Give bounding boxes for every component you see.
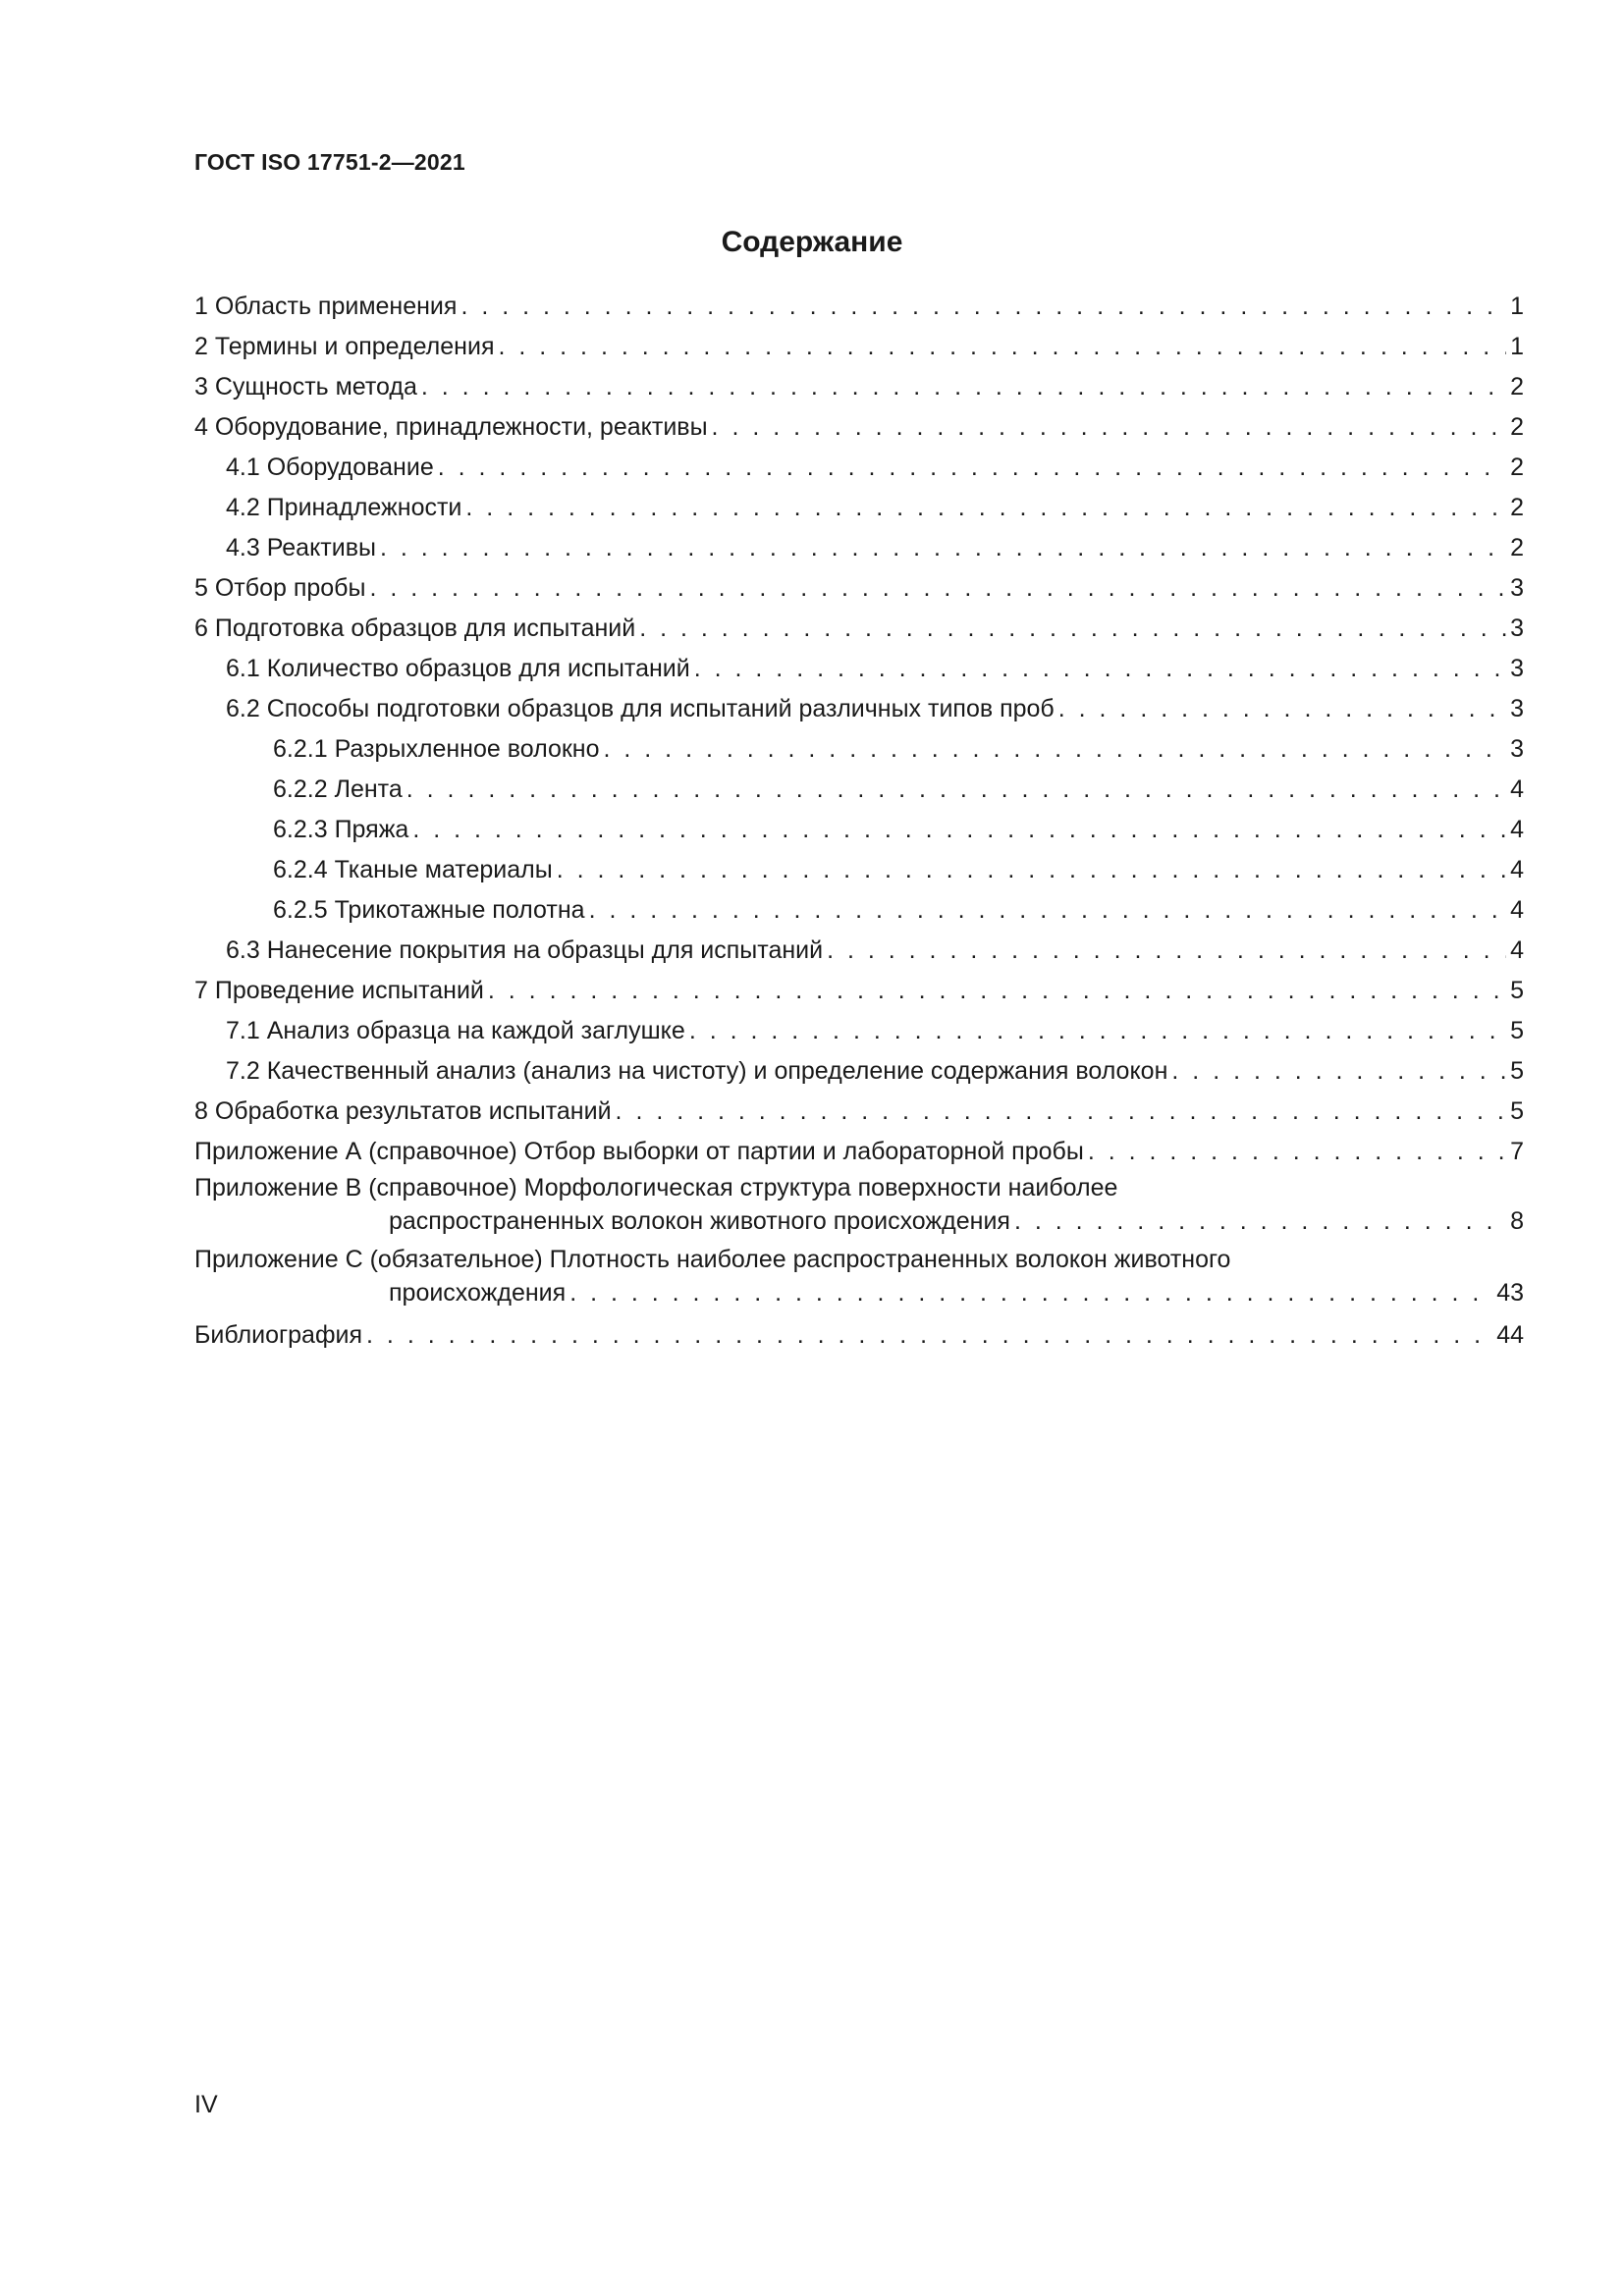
toc-leader-dots — [694, 649, 1506, 689]
toc-entry-page: 4 — [1510, 775, 1524, 803]
toc-entry[interactable] — [194, 488, 1524, 528]
toc-entry-page: 3 — [1510, 695, 1524, 722]
toc-entry-annex-c[interactable] — [194, 1244, 1524, 1315]
toc-entry-number: 1 — [194, 293, 215, 320]
toc-entry-title: Количество образцов для испытаний — [266, 655, 690, 682]
toc-entry-number: 6.2.5 — [273, 896, 335, 924]
toc-entry-annex-b[interactable] — [194, 1172, 1524, 1244]
toc-entry[interactable] — [194, 890, 1524, 931]
toc-entry-page: 3 — [1510, 614, 1524, 642]
toc-entry-title: Лента — [334, 775, 403, 803]
toc-entry[interactable] — [194, 689, 1524, 729]
toc-entry-title: Реактивы — [266, 534, 376, 561]
toc-entry-page: 1 — [1510, 293, 1524, 320]
toc-entry[interactable] — [194, 971, 1524, 1011]
toc-entry-title: Термины и определения — [214, 333, 495, 360]
toc-entry-title: Обработка результатов испытаний — [214, 1097, 612, 1125]
toc-leader-dots — [712, 407, 1507, 448]
toc-entry-number: 7.1 — [226, 1017, 267, 1044]
toc-entry-number: 6.2.2 — [273, 775, 335, 803]
toc-entry-title: Подготовка образцов для испытаний — [214, 614, 636, 642]
toc-entry-number: 4.1 — [226, 454, 267, 481]
toc-entry[interactable] — [194, 367, 1524, 407]
toc-leader-dots — [488, 971, 1506, 1011]
toc-entry-title: Проведение испытаний — [214, 977, 484, 1004]
toc-leader-dots — [569, 1275, 1492, 1310]
toc-leader-dots — [589, 890, 1507, 931]
toc-entry[interactable] — [194, 609, 1524, 649]
toc-entry-page: 2 — [1510, 494, 1524, 521]
toc-entry-page: 5 — [1510, 977, 1524, 1004]
toc-leader-dots — [557, 850, 1506, 890]
toc-entry-annex-a[interactable] — [194, 1132, 1524, 1172]
toc-entry-title: Оборудование, принадлежности, реактивы — [214, 413, 708, 441]
document-code: ГОСТ ISO 17751-2—2021 — [194, 149, 465, 175]
toc-entry-bibliography[interactable] — [194, 1315, 1524, 1356]
toc-entry-number: 6.2 — [226, 695, 267, 722]
toc-entry-title: Библиография — [194, 1321, 363, 1349]
toc-entry-page: 2 — [1510, 534, 1524, 561]
toc-entry[interactable] — [194, 448, 1524, 488]
toc-entry-number: 6.2.4 — [273, 856, 335, 883]
toc-leader-dots — [1058, 689, 1506, 729]
toc-entry-title: Анализ образца на каждой заглушке — [266, 1017, 685, 1044]
toc-entry-number: 8 — [194, 1097, 215, 1125]
toc-entry-number: 5 — [194, 574, 215, 602]
toc-leader-dots — [366, 1315, 1492, 1356]
toc-entry-page: 5 — [1510, 1017, 1524, 1044]
toc-entry-page: 4 — [1510, 896, 1524, 924]
toc-entry[interactable] — [194, 1051, 1524, 1092]
toc-leader-dots — [1088, 1132, 1506, 1172]
toc-entry[interactable] — [194, 528, 1524, 568]
toc-title: Содержание — [721, 226, 903, 258]
toc-leader-dots — [639, 609, 1506, 649]
toc-entry-title: Нанесение покрытия на образцы для испытаний — [266, 936, 824, 964]
toc-entry-title: Принадлежности — [266, 494, 462, 521]
toc-entry-title: Сущность метода — [214, 373, 417, 400]
toc-leader-dots — [460, 287, 1506, 327]
toc-entry-number: 2 — [194, 333, 215, 360]
toc-entry[interactable] — [194, 729, 1524, 770]
page-number: IV — [194, 2091, 218, 2118]
toc-leader-dots — [604, 729, 1507, 770]
toc-entry[interactable] — [194, 931, 1524, 971]
toc-entry-number: 6 — [194, 614, 215, 642]
toc-leader-dots — [498, 327, 1506, 367]
toc-entry-number: 3 — [194, 373, 215, 400]
toc-entry-title: Способы подготовки образцов для испытаний различных типов проб — [266, 695, 1055, 722]
toc-entry-number: 4.2 — [226, 494, 267, 521]
toc-entry-page: 1 — [1510, 333, 1524, 360]
toc-entry[interactable] — [194, 327, 1524, 367]
toc-entry-page: 5 — [1510, 1057, 1524, 1085]
toc-entry[interactable] — [194, 850, 1524, 890]
toc-entry-page: 43 — [1496, 1279, 1524, 1307]
toc-entry-number: 6.1 — [226, 655, 267, 682]
toc-leader-dots — [380, 528, 1506, 568]
toc-entry-page: 8 — [1510, 1207, 1524, 1235]
toc-entry[interactable] — [194, 810, 1524, 850]
toc-entry-page: 4 — [1510, 936, 1524, 964]
toc-entry-title: Трикотажные полотна — [334, 896, 585, 924]
toc-entry[interactable] — [194, 287, 1524, 327]
toc-leader-dots — [412, 810, 1506, 850]
toc-entry-title-line2: распространенных волокон животного происхождения — [389, 1207, 1010, 1235]
toc-entry-page: 2 — [1510, 373, 1524, 400]
toc-entry[interactable] — [194, 770, 1524, 810]
toc-leader-dots — [438, 448, 1506, 488]
toc-entry-title: Приложение А (справочное) Отбор выборки от партии и лабораторной пробы — [194, 1138, 1084, 1165]
toc-entry-title: Качественный анализ (анализ на чистоту) и определение содержания волокон — [266, 1057, 1168, 1085]
toc-entry-title-line1: Приложение С (обязательное) Плотность наиболее распространенных волокон животного — [194, 1246, 1231, 1273]
toc-entry-title: Разрыхленное волокно — [334, 735, 600, 763]
toc-leader-dots — [421, 367, 1506, 407]
toc-entry-title: Отбор пробы — [214, 574, 366, 602]
toc-entry[interactable] — [194, 407, 1524, 448]
toc-entry-title: Тканые материалы — [334, 856, 553, 883]
toc-entry-title: Оборудование — [266, 454, 434, 481]
toc-entry-page: 3 — [1510, 574, 1524, 602]
toc-leader-dots — [406, 770, 1506, 810]
toc-entry[interactable] — [194, 1011, 1524, 1051]
toc-leader-dots — [689, 1011, 1506, 1051]
toc-entry-page: 4 — [1510, 856, 1524, 883]
toc-entry-title-line1: Приложение В (справочное) Морфологическая структура поверхности наиболее — [194, 1174, 1118, 1201]
toc-leader-dots — [616, 1092, 1507, 1132]
toc-entry-page: 2 — [1510, 413, 1524, 441]
toc-entry-number: 4.3 — [226, 534, 267, 561]
toc-leader-dots — [369, 568, 1506, 609]
toc-leader-dots — [1014, 1203, 1506, 1239]
table-of-contents — [194, 287, 1524, 1356]
toc-entry-page: 2 — [1510, 454, 1524, 481]
toc-entry-number: 6.3 — [226, 936, 267, 964]
toc-entry[interactable] — [194, 568, 1524, 609]
toc-entry-page: 3 — [1510, 655, 1524, 682]
toc-entry-title: Область применения — [214, 293, 458, 320]
toc-leader-dots — [827, 931, 1506, 971]
toc-entry-number: 6.2.1 — [273, 735, 335, 763]
toc-entry-title-line2: происхождения — [389, 1279, 567, 1307]
toc-entry-number: 4 — [194, 413, 215, 441]
toc-entry-number: 7.2 — [226, 1057, 267, 1085]
toc-leader-dots — [465, 488, 1506, 528]
toc-entry[interactable] — [194, 1092, 1524, 1132]
toc-entry[interactable] — [194, 649, 1524, 689]
toc-entry-title: Пряжа — [334, 816, 409, 843]
toc-entry-page: 44 — [1496, 1321, 1524, 1349]
toc-leader-dots — [1171, 1051, 1506, 1092]
toc-entry-page: 7 — [1510, 1138, 1524, 1165]
toc-entry-page: 4 — [1510, 816, 1524, 843]
toc-entry-page: 3 — [1510, 735, 1524, 763]
toc-entry-page: 5 — [1510, 1097, 1524, 1125]
toc-entry-number: 7 — [194, 977, 215, 1004]
toc-entry-number: 6.2.3 — [273, 816, 335, 843]
